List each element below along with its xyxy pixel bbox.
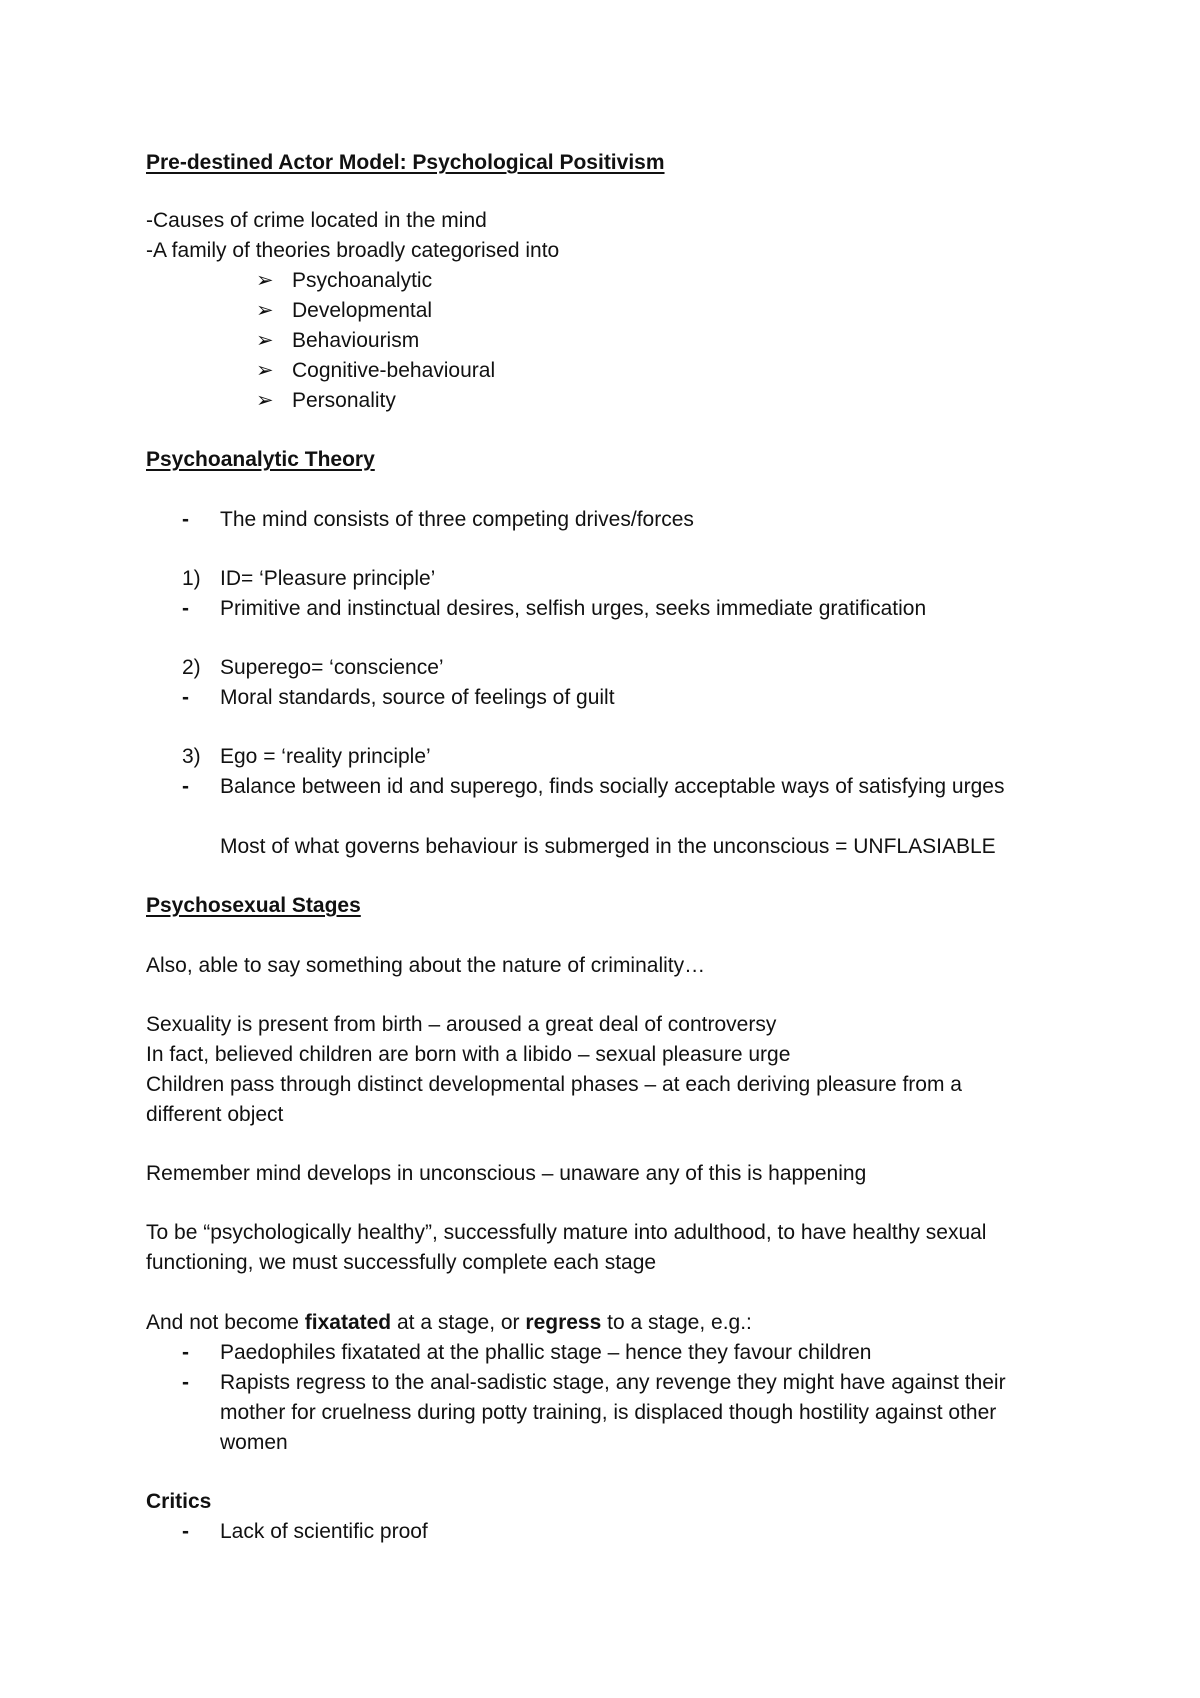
drive-description: Moral standards, source of feelings of guilt [220, 686, 615, 709]
paragraph-fixated [146, 1308, 752, 1338]
list-item-continuation: women [220, 1431, 288, 1454]
paragraph-line: functioning, we must successfully complete each stage [146, 1251, 657, 1274]
unconscious-note: Most of what governs behaviour is submerged in the unconscious = UNFLASIABLE [220, 835, 996, 858]
dash-bullet: - [182, 1341, 189, 1364]
drive-name: Ego = ‘reality principle’ [220, 745, 431, 768]
list-item [182, 772, 1004, 802]
category-label: Behaviourism [292, 329, 420, 352]
arrow-bullet-icon: ➢ [256, 299, 274, 322]
list-item-continuation: mother for cruelness during potty training, is displaced though hostility against other [220, 1401, 997, 1424]
dash-bullet: - [182, 1520, 189, 1543]
category-label: Psychoanalytic [292, 269, 433, 292]
drive-number: 2) [182, 656, 201, 679]
term-regress: regress [525, 1311, 602, 1334]
list-item-text: The mind consists of three competing drives/forces [220, 508, 694, 531]
intro-line-2: -A family of theories broadly categorised into [146, 239, 560, 262]
category-item [258, 266, 432, 296]
paragraph-line: Children pass through distinct developmental phases – at each deriving pleasure from a [146, 1073, 962, 1096]
section-heading-psychoanalytic: Psychoanalytic Theory [146, 448, 375, 471]
drive-name: ID= ‘Pleasure principle’ [220, 567, 436, 590]
arrow-bullet-icon: ➢ [256, 359, 274, 382]
dash-bullet: - [182, 775, 189, 798]
drive-description: Primitive and instinctual desires, selfish urges, seeks immediate gratification [220, 597, 927, 620]
category-item [258, 386, 396, 416]
document-title: Pre-destined Actor Model: Psychological Positivism [146, 151, 665, 174]
drive-name: Superego= ‘conscience’ [220, 656, 444, 679]
text-run: at a stage, or [391, 1311, 526, 1334]
category-label: Cognitive-behavioural [292, 359, 496, 382]
drive-item [182, 742, 431, 772]
list-item [182, 1368, 1006, 1398]
category-item [258, 296, 432, 326]
paragraph-criminality: Also, able to say something about the nature of criminality… [146, 954, 706, 977]
list-item [182, 1338, 871, 1368]
list-item [182, 683, 615, 713]
list-item [182, 1517, 428, 1547]
intro-line-1: -Causes of crime located in the mind [146, 209, 487, 232]
list-item [182, 594, 926, 624]
dash-bullet: - [182, 508, 189, 531]
text-run: And not become [146, 1311, 305, 1334]
arrow-bullet-icon: ➢ [256, 389, 274, 412]
drive-item [182, 564, 435, 594]
paragraph-line: Sexuality is present from birth – aroused a great deal of controversy [146, 1013, 777, 1036]
category-item [258, 326, 419, 356]
list-item [182, 505, 694, 535]
term-fixated: fixatated [304, 1311, 392, 1334]
list-item-text: Rapists regress to the anal-sadistic stage, any revenge they might have against their [220, 1371, 1006, 1394]
arrow-bullet-icon: ➢ [256, 329, 274, 352]
category-item [258, 356, 495, 386]
paragraph-line: To be “psychologically healthy”, successfully mature into adulthood, to have healthy sexual [146, 1221, 987, 1244]
drive-number: 3) [182, 745, 201, 768]
dash-bullet: - [182, 686, 189, 709]
list-item-text: Lack of scientific proof [220, 1520, 428, 1543]
paragraph-unconscious: Remember mind develops in unconscious – unaware any of this is happening [146, 1162, 867, 1185]
list-item-text: Paedophiles fixatated at the phallic stage – hence they favour children [220, 1341, 872, 1364]
drive-item [182, 653, 444, 683]
drive-number: 1) [182, 567, 201, 590]
category-label: Personality [292, 389, 396, 412]
paragraph-line: In fact, believed children are born with a libido – sexual pleasure urge [146, 1043, 791, 1066]
drive-description: Balance between id and superego, finds socially acceptable ways of satisfying urges [220, 775, 1005, 798]
text-run: to a stage, e.g.: [601, 1311, 752, 1334]
arrow-bullet-icon: ➢ [256, 269, 274, 292]
dash-bullet: - [182, 597, 189, 620]
category-label: Developmental [292, 299, 433, 322]
paragraph-line: different object [146, 1103, 284, 1126]
dash-bullet: - [182, 1371, 189, 1394]
section-heading-critics: Critics [146, 1490, 212, 1513]
section-heading-psychosexual: Psychosexual Stages [146, 894, 361, 917]
